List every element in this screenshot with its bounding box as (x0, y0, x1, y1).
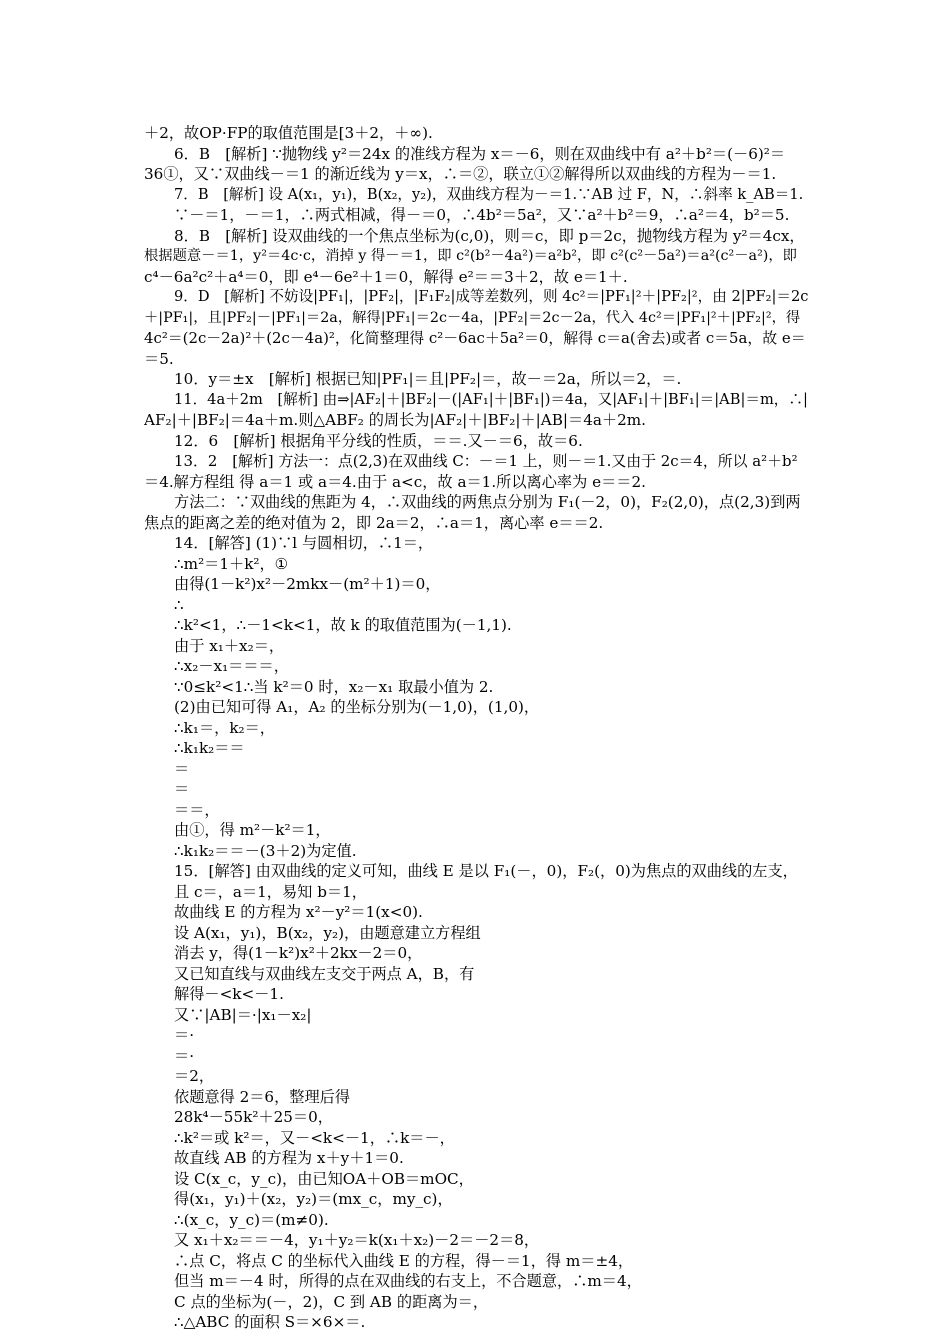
text-line: 又∵|AB|＝·|x₁－x₂| (174, 1005, 312, 1024)
text-line: ＝· (174, 1046, 195, 1065)
text-line: 14．[解答] (1)∵l 与圆相切，∴1＝， (174, 534, 434, 552)
text-line: 故直线 AB 的方程为 x＋y＋1＝0. (174, 1149, 404, 1167)
text-line: 焦点的距离之差的绝对值为 2，即 2a＝2，∴a＝1，离心率 e＝＝2. (144, 513, 604, 532)
text-line: 13．2 [解析] 方法一：点(2,3)在双曲线 C：－＝1 上，则－＝1.又由于 2c＝4，所以 a²＋b² (174, 452, 798, 470)
text-line: 11．4a＋2m [解析] 由⇒|AF₂|＋|BF₂|－(|AF₁|＋|BF₁|)＝4a，又|AF₁|＋|BF₁|＝|AB|＝m，∴| (174, 390, 808, 408)
text-line: ＝ (174, 759, 190, 778)
text-line: 4c²＝(2c－2a)²＋(2c－4a)²，化简整理得 c²－6ac＋5a²＝0，解得 c＝a(舍去)或者 c＝5a，故 e＝ (144, 329, 806, 347)
text-line: 28k⁴－55k²＋25＝0， (174, 1108, 333, 1126)
text-line: 由①，得 m²－k²＝1， (174, 821, 331, 839)
text-line: AF₂|＋|BF₂|＝4a＋m.则△ABF₂ 的周长为|AF₂|＋|BF₂|＋|AB|＝4a＋2m. (144, 411, 647, 429)
text-line: ∴k₁k₂＝＝ (174, 739, 245, 757)
text-line: 但当 m＝－4 时，所得的点在双曲线的右支上，不合题意，∴m＝4， (174, 1272, 642, 1290)
text-line: 故曲线 E 的方程为 x²－y²＝1(x<0). (174, 903, 423, 921)
text-line: C 点的坐标为(－，2)，C 到 AB 的距离为＝， (174, 1292, 489, 1311)
text-line: ＝ (174, 780, 190, 798)
text-line: ＝· (174, 1026, 195, 1044)
text-line: ∴△ABC 的面积 S＝×6×＝. (174, 1313, 366, 1331)
text-line: 方法二：∵双曲线的焦距为 4，∴双曲线的两焦点分别为 F₁(－2，0)，F₂(2,0)，点(2,3)到两 (174, 493, 801, 511)
text-line: ∵0≤k²<1∴当 k²＝0 时，x₂－x₁ 取最小值为 2. (174, 677, 494, 696)
text-line: 且 c＝，a＝1，易知 b＝1， (174, 882, 367, 901)
text-line: ＝2， (174, 1067, 215, 1085)
text-line: 15．[解答] 由双曲线的定义可知，曲线 E 是以 F₁(－，0)，F₂(，0)为焦点的双曲线的左支， (174, 862, 798, 880)
text-line: 根据题意－＝1，y²＝4c·c，消掉 y 得－＝1，即 c²(b²－4a²)＝a²b²，即 c²(c²－5a²)＝a²(c²－a²)，即 (144, 248, 797, 264)
text-line: ∴k²＝或 k²＝，又－<k<－1，∴k＝－， (174, 1128, 455, 1147)
text-line: 12．6 [解析] 根据角平分线的性质，＝＝.又－＝6，故＝6. (174, 431, 583, 450)
text-line: ∴点 C，将点 C 的坐标代入曲线 E 的方程，得－＝1，得 m＝±4， (174, 1251, 634, 1270)
text-line: 8．B [解析] 设双曲线的一个焦点坐标为(c,0)，则＝c，即 p＝2c，抛物线方程为 y²＝4cx， (174, 226, 805, 245)
text-line: 设 A(x₁，y₁)，B(x₂，y₂)，由题意建立方程组 (174, 923, 481, 942)
text-line: ∴ (174, 595, 184, 614)
text-line: 由于 x₁＋x₂＝， (174, 636, 285, 655)
text-line: 解得－<k<－1. (174, 985, 284, 1003)
text-line: ∴k₁k₂＝＝－(3＋2)为定值. (174, 841, 357, 860)
text-line: ＋|PF₁|，且|PF₂|－|PF₁|＝2a，解得|PF₁|＝2c－4a，|PF₂|＝2c－2a，代入 4c²＝|PF₁|²＋|PF₂|²，得 (144, 309, 801, 326)
text-line: ∴x₂－x₁＝＝＝， (174, 657, 289, 675)
text-line: ∴m²＝1＋k²，① (174, 554, 289, 573)
text-line: ∴k²<1，∴－1<k<1，故 k 的取值范围为(－1,1). (174, 616, 512, 634)
text-line: 得(x₁，y₁)＋(x₂，y₂)＝(mx_c，my_c)， (174, 1190, 453, 1208)
text-line: ∴(x_c，y_c)＝(m≠0). (174, 1210, 329, 1229)
solution-text (144, 123, 808, 1333)
text-line: 由得(1－k²)x²－2mkx－(m²＋1)＝0， (174, 575, 441, 593)
text-line: 设 C(x_c，y_c)，由已知OA＋OB＝mOC， (174, 1169, 474, 1188)
text-line: 6．B [解析] ∵抛物线 y²＝24x 的准线方程为 x＝－6，则在双曲线中有 a²＋b²＝(－6)²＝ (174, 144, 786, 163)
text-line: 依题意得 2＝6，整理后得 (174, 1087, 351, 1106)
text-line: 消去 y，得(1－k²)x²＋2kx－2＝0， (174, 944, 423, 962)
text-line: 9．D [解析] 不妨设|PF₁|，|PF₂|，|F₁F₂|成等差数列，则 4c²＝|PF₁|²＋|PF₂|²，由 2|PF₂|＝2c (174, 288, 808, 305)
text-line: 10．y＝±x [解析] 根据已知|PF₁|＝且|PF₂|＝，故－＝2a，所以＝2，＝. (174, 370, 682, 388)
text-line: 又已知直线与双曲线左支交于两点 A，B，有 (174, 964, 475, 983)
text-line: ＋2，故OP·FP的取值范围是[3＋2，＋∞). (144, 124, 433, 142)
text-line: c⁴－6a²c²＋a⁴＝0，即 e⁴－6e²＋1＝0，解得 e²＝＝3＋2，故 e＝1＋. (144, 267, 628, 286)
text-line: 又 x₁＋x₂＝＝－4，y₁＋y₂＝k(x₁＋x₂)－2＝－2＝8， (174, 1231, 540, 1249)
text-line: ＝4.解方程组 得 a＝1 或 a＝4.由于 a<c，故 a＝1.所以离心率为 e＝＝2. (144, 472, 646, 491)
text-line: ∴k₁＝，k₂＝， (174, 718, 275, 737)
text-line: ＝＝， (174, 800, 220, 819)
text-line: (2)由已知可得 A₁，A₂ 的坐标分别为(－1,0)，(1,0)， (174, 698, 540, 716)
text-line: ＝5. (144, 349, 174, 368)
text-line: 7．B [解析] 设 A(x₁，y₁)，B(x₂，y₂)，双曲线方程为－＝1.∵AB 过 F，N，∴斜率 k_AB＝1. (174, 185, 804, 203)
text-line: ∵－＝1，－＝1，∴两式相减，得－＝0，∴4b²＝5a²，又∵a²＋b²＝9，∴a²＝4，b²＝5. (174, 206, 790, 224)
text-line: 36①，又∵双曲线－＝1 的渐近线为 y＝x，∴＝②，联立①②解得所以双曲线的方程为－＝1. (144, 165, 777, 183)
